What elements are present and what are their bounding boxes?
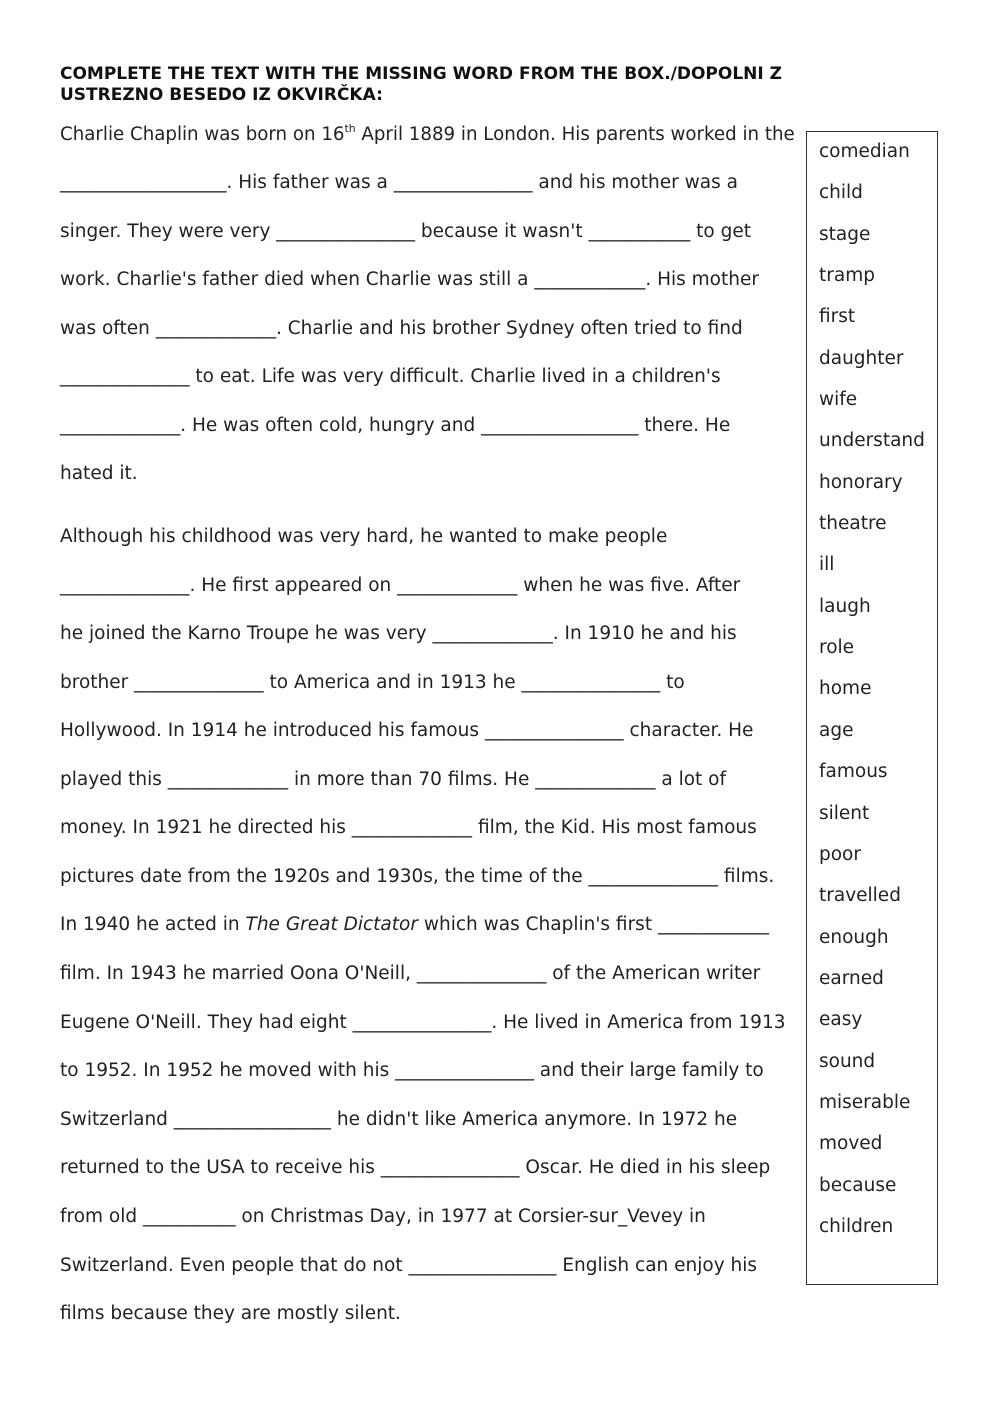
text-line: _____________. He was often cold, hungry and _________________ there. He bbox=[60, 415, 731, 436]
word-box-item: miserable bbox=[819, 1092, 911, 1113]
word-box-item: ill bbox=[819, 554, 835, 575]
text-segment: In 1940 he acted in bbox=[60, 914, 246, 935]
word-box-item: first bbox=[819, 306, 856, 327]
text-line bbox=[60, 914, 769, 935]
text-line: film. In 1943 he married Oona O'Neill, ______________ of the American writer bbox=[60, 963, 761, 984]
text-line: Although his childhood was very hard, he wanted to make people bbox=[60, 526, 668, 547]
word-box-item: famous bbox=[819, 761, 888, 782]
text-line: work. Charlie's father died when Charlie was still a ____________. His mother bbox=[60, 269, 759, 290]
word-box-item: poor bbox=[819, 844, 861, 865]
text-line: returned to the USA to receive his _______________ Oscar. He died in his sleep bbox=[60, 1157, 771, 1178]
word-box-item: enough bbox=[819, 927, 889, 948]
text-line: money. In 1921 he directed his _____________ film, the Kid. His most famous bbox=[60, 817, 757, 838]
word-box-item: tramp bbox=[819, 265, 875, 286]
word-box-item: daughter bbox=[819, 348, 904, 369]
superscript: th bbox=[344, 122, 356, 135]
word-box-item: moved bbox=[819, 1133, 883, 1154]
text-line: singer. They were very _______________ because it wasn't ___________ to get bbox=[60, 221, 751, 242]
text-line: Eugene O'Neill. They had eight _______________. He lived in America from 1913 bbox=[60, 1012, 786, 1033]
word-box-item: because bbox=[819, 1175, 897, 1196]
word-box-item: travelled bbox=[819, 885, 901, 906]
word-box-item: laugh bbox=[819, 596, 871, 617]
word-box-item: child bbox=[819, 182, 863, 203]
text-line bbox=[60, 124, 795, 145]
word-box-item: wife bbox=[819, 389, 858, 410]
text-segment: which was Chaplin's first ____________ bbox=[417, 914, 769, 935]
word-box-item: understand bbox=[819, 430, 925, 451]
text-line: Switzerland _________________ he didn't like America anymore. In 1972 he bbox=[60, 1109, 738, 1130]
word-box-item: earned bbox=[819, 968, 884, 989]
word-box-item: role bbox=[819, 637, 855, 658]
text-line: was often _____________. Charlie and his brother Sydney often tried to find bbox=[60, 318, 743, 339]
film-title-italic: The Great Dictator bbox=[245, 914, 418, 935]
word-box-item: children bbox=[819, 1216, 894, 1237]
text-line: played this _____________ in more than 70 films. He _____________ a lot of bbox=[60, 769, 726, 790]
text-line: from old __________ on Christmas Day, in 1977 at Corsier-sur_Vevey in bbox=[60, 1206, 706, 1227]
text-segment: April 1889 in London. His parents worked in the bbox=[355, 124, 795, 145]
word-box-item: easy bbox=[819, 1009, 863, 1030]
word-box-item: silent bbox=[819, 803, 870, 824]
word-box-item: sound bbox=[819, 1051, 876, 1072]
title-line-2: USTREZNO BESEDO IZ OKVIRČKA: bbox=[60, 85, 383, 105]
instructions-title bbox=[60, 64, 880, 106]
text-line: brother ______________ to America and in 1913 he _______________ to bbox=[60, 672, 685, 693]
word-box-item: honorary bbox=[819, 472, 903, 493]
text-line: Switzerland. Even people that do not ________________ English can enjoy his bbox=[60, 1255, 758, 1276]
title-line-1: COMPLETE THE TEXT WITH THE MISSING WORD FROM THE BOX./DOPOLNI Z bbox=[60, 64, 782, 84]
word-box-item: stage bbox=[819, 224, 871, 245]
text-line: he joined the Karno Troupe he was very _____________. In 1910 he and his bbox=[60, 623, 737, 644]
text-line: pictures date from the 1920s and 1930s, the time of the ______________ films. bbox=[60, 866, 775, 887]
text-line: ______________. He first appeared on _____________ when he was five. After bbox=[60, 575, 741, 596]
text-line: ______________ to eat. Life was very difficult. Charlie lived in a children's bbox=[60, 366, 721, 387]
text-line: hated it. bbox=[60, 463, 138, 484]
word-box-item: age bbox=[819, 720, 854, 741]
word-box bbox=[806, 131, 938, 1285]
text-line: Hollywood. In 1914 he introduced his famous _______________ character. He bbox=[60, 720, 754, 741]
word-box-item: theatre bbox=[819, 513, 887, 534]
word-box-item: home bbox=[819, 678, 872, 699]
text-line: to 1952. In 1952 he moved with his _______________ and their large family to bbox=[60, 1060, 764, 1081]
text-line: films because they are mostly silent. bbox=[60, 1303, 401, 1324]
word-box-item: comedian bbox=[819, 141, 910, 162]
text-line: __________________. His father was a _______________ and his mother was a bbox=[60, 172, 738, 193]
text-segment: Charlie Chaplin was born on 16 bbox=[60, 124, 345, 145]
